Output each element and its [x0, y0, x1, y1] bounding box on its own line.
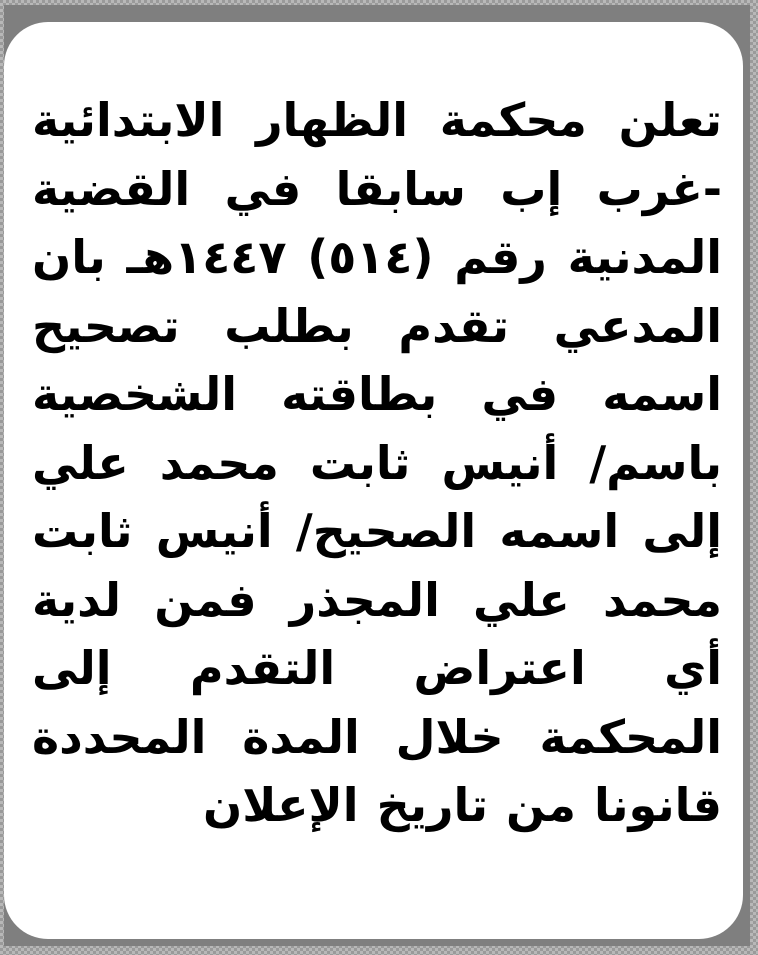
notice-card: [4, 22, 743, 939]
page-frame: [4, 5, 750, 946]
notice-text: تعلن محكمة الظهار الابتدائية -غرب إب سابقا في القضية المدنية رقم (٥١٤) ١٤٤٧هـ بان المدعي تقدم بطلب تصحيح اسمه في بطاقته الشخصية باسم/ أنيس ثابت محمد علي إلى اسمه الصحيح/ أنيس ثابت محمد علي المجذر فمن لدية أي اعتراض التقدم إلى المحكمة خلال المدة المحددة قانونا من تاريخ الإعلان: [32, 93, 722, 832]
